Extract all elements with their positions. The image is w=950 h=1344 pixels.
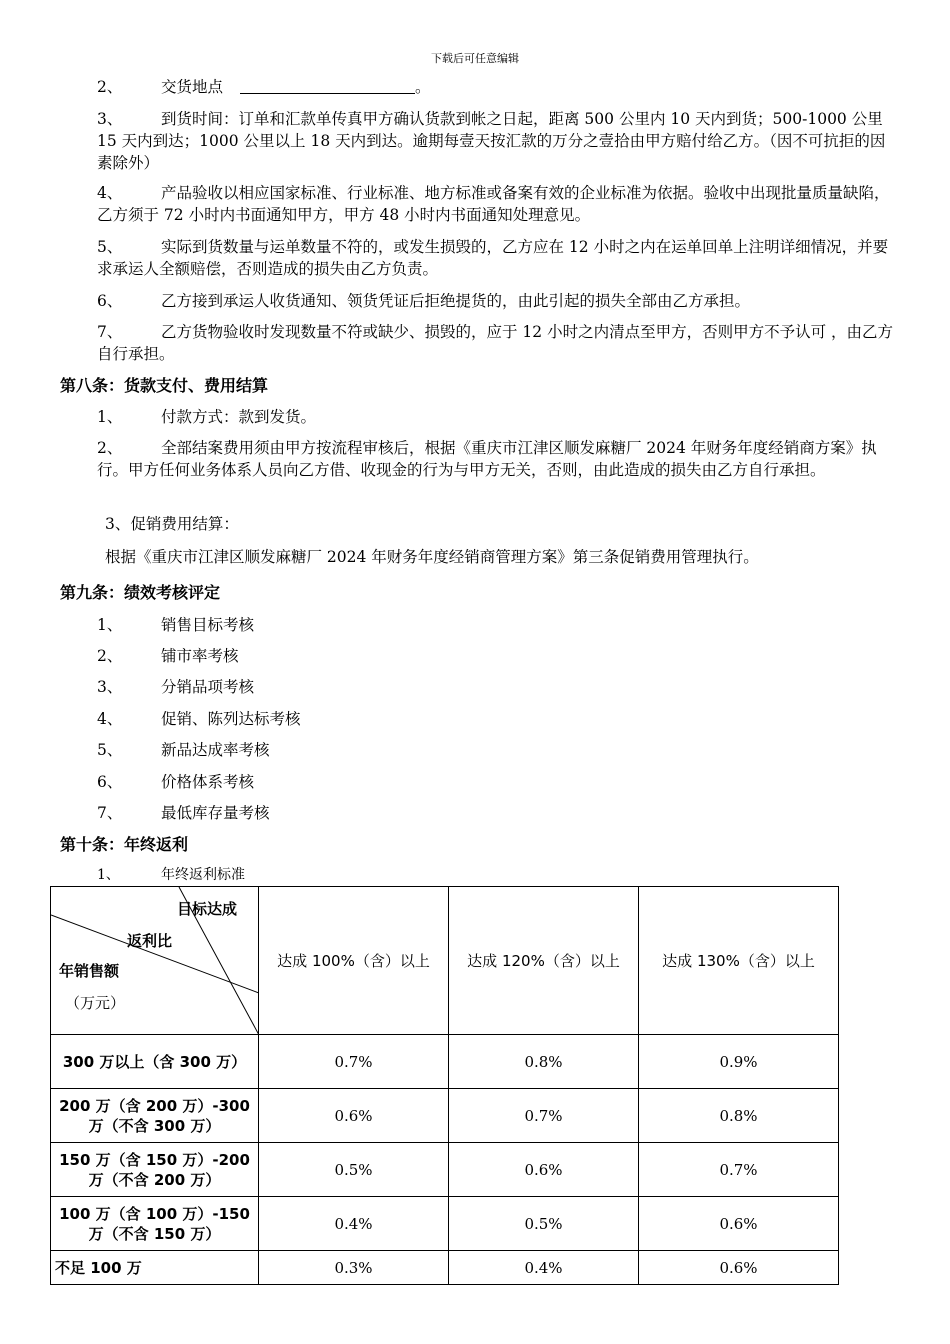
corner-label-unit: （万元） <box>65 994 126 1012</box>
table-cell: 0.6% <box>259 1089 449 1143</box>
payment-method-item <box>97 406 897 428</box>
item-number: 3、 <box>97 678 123 696</box>
item-number: 2、 <box>97 439 123 457</box>
item-suffix: 。 <box>414 78 431 96</box>
item-number: 1、 <box>97 867 120 883</box>
clause8-heading: 第八条：货款支付、费用结算 <box>60 376 269 395</box>
column-header: 达成 100%（含）以上 <box>259 887 449 1035</box>
table-cell: 0.8% <box>639 1089 839 1143</box>
item-text: 销售目标考核 <box>161 616 255 634</box>
promotion-settlement-detail: 根据《重庆市江津区顺发麻糖厂 2024 年财务年度经销商管理方案》第三条促销费用管理执行。 <box>105 548 759 566</box>
kpi-item <box>97 771 897 793</box>
item-text: 年终返利标准 <box>161 867 245 883</box>
item-number: 1、 <box>97 616 123 634</box>
table-row <box>51 1035 839 1089</box>
table-cell: 0.5% <box>259 1143 449 1197</box>
table-cell: 0.3% <box>259 1251 449 1285</box>
table-header-row <box>51 887 839 1035</box>
table-cell: 0.5% <box>449 1197 639 1251</box>
item-text: 价格体系考核 <box>161 773 255 791</box>
delivery-place-item <box>97 76 897 98</box>
item-text: 促销、陈列达标考核 <box>161 710 301 728</box>
table-cell: 0.6% <box>639 1251 839 1285</box>
row-label: 不足 100 万 <box>51 1251 259 1285</box>
table-cell: 0.4% <box>449 1251 639 1285</box>
table-cell: 0.7% <box>259 1035 449 1089</box>
row-label: 300 万以上（含 300 万） <box>51 1035 259 1089</box>
item-text: 乙方货物验收时发现数量不符或缺少、损毁的，应于 12 小时之内清点至甲方，否则甲方不予认可 ，由乙方自行承担。 <box>97 323 894 363</box>
corner-label-sales: 年销售额 <box>59 962 120 980</box>
item-text: 产品验收以相应国家标准、行业标准、地方标准或备案有效的企业标准为依据。验收中出现批量质量缺陷，乙方须于 72 小时内书面通知甲方，甲方 48 小时内书面通知处理意见。 <box>97 184 890 224</box>
kpi-item <box>97 645 897 667</box>
item-number: 6、 <box>97 292 123 310</box>
item-text: 新品达成率考核 <box>161 741 270 759</box>
table-cell: 0.6% <box>449 1143 639 1197</box>
item-text: 实际到货数量与运单数量不符的，或发生损毁的，乙方应在 12 小时之内在运单回单上注明详细情况，并要求承运人全额赔偿，否则造成的损失由乙方负责。 <box>97 238 889 278</box>
item-text: 铺市率考核 <box>161 647 239 665</box>
item-text: 付款方式：款到发货。 <box>161 408 317 426</box>
row-label: 100 万（含 100 万）-150 万（不含 150 万） <box>51 1197 259 1251</box>
table-row <box>51 1143 839 1197</box>
table-cell: 0.8% <box>449 1035 639 1089</box>
settlement-item <box>97 437 897 481</box>
item-text: 乙方接到承运人收货通知、领货凭证后拒绝提货的，由此引起的损失全部由乙方承担。 <box>161 292 751 310</box>
item-number: 4、 <box>97 184 123 202</box>
item-text: 最低库存量考核 <box>161 804 270 822</box>
item-number: 7、 <box>97 804 123 822</box>
kpi-item <box>97 739 897 761</box>
shortage-item <box>97 321 897 365</box>
item-number: 7、 <box>97 323 123 341</box>
clause10-heading: 第十条：年终返利 <box>60 835 189 854</box>
table-row <box>51 1251 839 1285</box>
item-number: 3、 <box>97 110 123 128</box>
quantity-mismatch-item <box>97 236 897 280</box>
item-number: 2、 <box>97 78 123 96</box>
item-text: 交货地点 <box>161 78 224 96</box>
blank-field <box>240 79 415 94</box>
kpi-item <box>97 802 897 824</box>
table-cell: 0.6% <box>639 1197 839 1251</box>
item-number: 4、 <box>97 710 123 728</box>
inspection-item <box>97 182 897 226</box>
table-corner-cell <box>51 887 259 1035</box>
rebate-standard-item <box>97 866 897 884</box>
table-cell: 0.7% <box>449 1089 639 1143</box>
table-cell: 0.7% <box>639 1143 839 1197</box>
corner-label-target: 目标达成 <box>177 900 238 918</box>
arrival-time-item <box>97 108 897 174</box>
page-header: 下载后可任意编辑 <box>431 52 519 65</box>
corner-label-ratio: 返利比 <box>127 932 173 950</box>
item-number: 6、 <box>97 773 123 791</box>
table-row <box>51 1197 839 1251</box>
item-number: 2、 <box>97 647 123 665</box>
item-text: 全部结案费用须由甲方按流程审核后，根据《重庆市江津区顺发麻糖厂 2024 年财务年度经销商方案》执行。甲方任何业务体系人员向乙方借、收现金的行为与甲方无关，否则，由此造成的损失由乙方自行承担。 <box>97 439 877 479</box>
table-row <box>51 1089 839 1143</box>
clause9-heading: 第九条：绩效考核评定 <box>60 583 221 602</box>
table-cell: 0.4% <box>259 1197 449 1251</box>
kpi-item <box>97 614 897 636</box>
kpi-item <box>97 708 897 730</box>
item-text: 分销品项考核 <box>161 678 255 696</box>
refuse-pickup-item <box>97 290 897 312</box>
item-number: 5、 <box>97 741 123 759</box>
rebate-table <box>50 886 839 1285</box>
kpi-item <box>97 676 897 698</box>
column-header: 达成 120%（含）以上 <box>449 887 639 1035</box>
item-number: 5、 <box>97 238 123 256</box>
item-text: 到货时间：订单和汇款单传真甲方确认货款到帐之日起，距离 500 公里内 10 天内到货；500-1000 公里 15 天内到达；1000 公里以上 18 天内到达。逾期每壹天按汇款的万分之壹拾由甲方赔付给乙方。（因不可抗拒的因素除外） <box>97 110 886 172</box>
column-header: 达成 130%（含）以上 <box>639 887 839 1035</box>
row-label: 150 万（含 150 万）-200 万（不含 200 万） <box>51 1143 259 1197</box>
item-number: 1、 <box>97 408 123 426</box>
promotion-settlement-item: 3、促销费用结算： <box>105 515 239 533</box>
table-cell: 0.9% <box>639 1035 839 1089</box>
row-label: 200 万（含 200 万）-300 万（不含 300 万） <box>51 1089 259 1143</box>
